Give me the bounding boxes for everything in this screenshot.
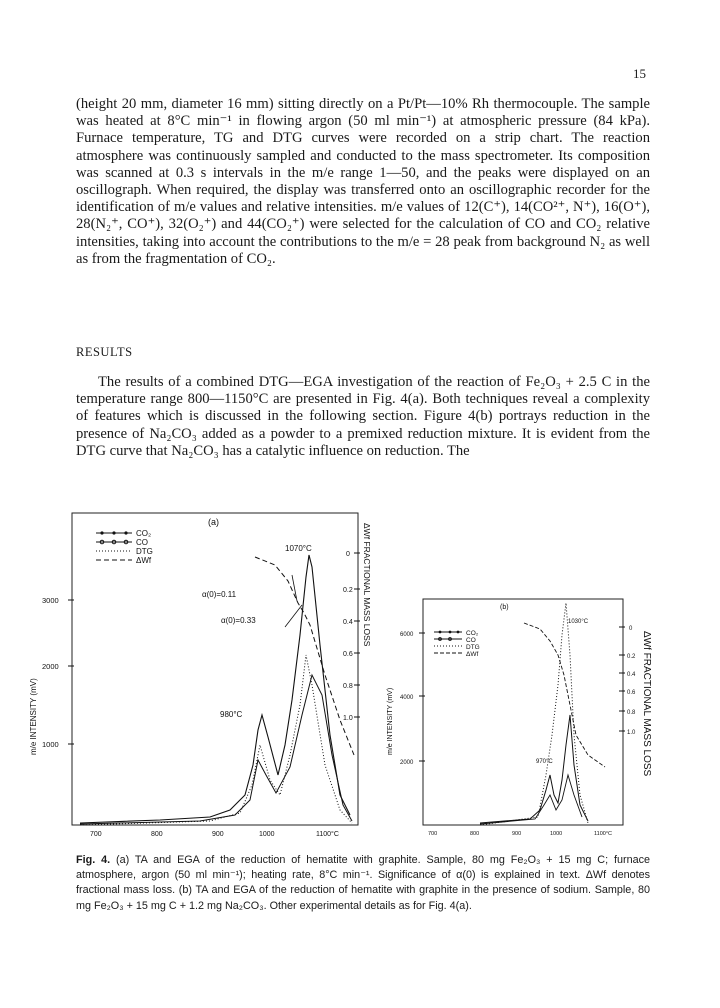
body-paragraph-methods: (height 20 mm, diameter 16 mm) sitting directly on a Pt/Pt—10% Rh thermocouple. The sample was heated at 8°C min⁻¹ in flowing argon (50 ml min⁻¹) at atmospheric pressure (84 kPa). Furnace temperature, TG and DTG curves were recorded on a strip chart. The reaction atmosphere was continuously sampled and conducted to the mass spectrometer. Its composition was scanned at 0.3 s intervals in the m/e range 1—50, and the peaks were displayed on an oscillograph. When required, the display was transferred onto an oscillographic recorder for the identification of m/e values and relative intensities. m/e values of 12(C⁺), 14(CO²⁺, N⁺), 16(O⁺), 28(N₂⁺, CO⁺), 32(O₂⁺) and 44(CO₂⁺) were selected for the calculation of CO and CO₂ relative intensities, taking into account the contributions to the m/e = 28 peak from background N₂ as well as from the fragmentation of CO₂. <box>76 96 650 267</box>
legend-a-co: CO <box>136 538 148 547</box>
b-rtick-02: 0.2 <box>627 654 636 660</box>
b-co2-curve <box>480 715 588 823</box>
b-rtick-08: 0.8 <box>627 710 636 716</box>
b-annot-1030: 1030°C <box>568 619 589 625</box>
a-rtick-02: 0.2 <box>343 587 353 594</box>
panel-a-label: (a) <box>208 517 219 527</box>
a-dtg-curve <box>80 655 352 825</box>
legend-b-co2: CO₂ <box>466 630 479 637</box>
b-rtick-06: 0.6 <box>627 690 636 696</box>
body-paragraph-results: The results of a combined DTG—EGA investigation of the reaction of Fe₂O₃ + 2.5 C in the temperature range 800—1150°C are presented in Fig. 4(a). Both techniques reveal a complexity of features which is discussed in the following section. Figure 4(b) portrays reduction in the presence of Na₂CO₃ added as a powder to a premixed reduction mixture. It is evident from the DTG curve that Na₂CO₃ has a catalytic influence on reduction. The <box>76 374 650 459</box>
b-ytick-2000: 2000 <box>400 760 414 766</box>
b-rtick-10: 1.0 <box>627 730 636 736</box>
b-xtick-900: 900 <box>512 831 522 837</box>
panel-b-label: (b) <box>500 604 509 611</box>
b-ylabel: m/e INTENSITY (mV) <box>387 687 394 755</box>
a-ytick-1000: 1000 <box>42 740 59 749</box>
b-rtick-04: 0.4 <box>627 672 636 678</box>
panel-a <box>29 513 372 838</box>
a-xtick-700: 700 <box>90 831 102 838</box>
a-xtick-900: 900 <box>212 831 224 838</box>
legend-a-dwf: ΔWf <box>136 556 152 565</box>
panel-a-legend <box>96 529 153 565</box>
a-xtick-1100: 1100°C <box>316 831 339 838</box>
caption-text: (a) TA and EGA of the reduction of hematite with graphite. Sample, 80 mg Fe₂O₃ + 15 mg C; furnace atmosphere, argon (50 ml min⁻¹); heating rate, 8°C min⁻¹. Significance of α(0) is explained in text. ΔWf denotes fractional mass loss. (b) TA and EGA of the reduction of hematite with graphite in the presence of sodium. Sample, 80 mg Fe₂O₃ + 15 mg C + 1.2 mg Na₂CO₃. Other experimental details as for Fig. 4(a). <box>76 854 650 912</box>
b-dwf-curve <box>524 623 605 767</box>
a-xtick-800: 800 <box>151 831 163 838</box>
a-ytick-3000: 3000 <box>42 596 59 605</box>
panel-b-frame <box>423 599 623 825</box>
a-ylabel-right: ΔWf FRACTIONAL MASS LOSS <box>362 523 372 647</box>
page-number: 15 <box>633 66 646 81</box>
b-xtick-800: 800 <box>470 831 480 837</box>
figure-caption <box>76 853 650 914</box>
b-rtick-0: 0 <box>629 626 633 632</box>
a-ylabel: m/e INTENSITY (mV) <box>29 678 38 755</box>
legend-b-dwf: ΔWf <box>466 651 479 658</box>
a-annot-alpha011: α(0)=0.11 <box>202 590 237 599</box>
a-rtick-10: 1.0 <box>343 715 353 722</box>
figure-4-svg <box>29 505 680 850</box>
caption-label: Fig. 4. <box>76 854 111 866</box>
a-rtick-06: 0.6 <box>343 651 353 658</box>
figure-4 <box>29 505 680 850</box>
b-co-curve <box>480 775 582 824</box>
legend-a-dtg: DTG <box>136 547 153 556</box>
b-ytick-6000: 6000 <box>400 632 414 638</box>
b-xtick-1100: 1100°C <box>594 831 612 837</box>
panel-b <box>387 599 652 837</box>
b-ytick-4000: 4000 <box>400 695 414 701</box>
a-annot-1070: 1070°C <box>285 544 312 553</box>
a-annot-alpha033: α(0)=0.33 <box>221 616 256 625</box>
b-xtick-700: 700 <box>428 831 438 837</box>
a-ytick-2000: 2000 <box>42 662 59 671</box>
a-rtick-08: 0.8 <box>343 683 353 690</box>
b-ylabel-right: ΔWf FRACTIONAL MASS LOSS <box>641 631 652 777</box>
section-heading-results: RESULTS <box>76 345 133 359</box>
a-annot-980: 980°C <box>220 710 243 719</box>
b-xtick-1000: 1000 <box>550 831 563 837</box>
a-xtick-1000: 1000 <box>259 831 275 838</box>
panel-b-legend <box>434 630 480 658</box>
a-co-curve <box>80 675 352 824</box>
a-rtick-0: 0 <box>346 551 350 558</box>
a-rtick-04: 0.4 <box>343 619 353 626</box>
legend-b-dtg: DTG <box>466 644 480 651</box>
legend-b-co: CO <box>466 637 476 644</box>
b-annot-970: 970°C <box>536 759 553 765</box>
legend-a-co2: CO₂ <box>136 529 152 538</box>
